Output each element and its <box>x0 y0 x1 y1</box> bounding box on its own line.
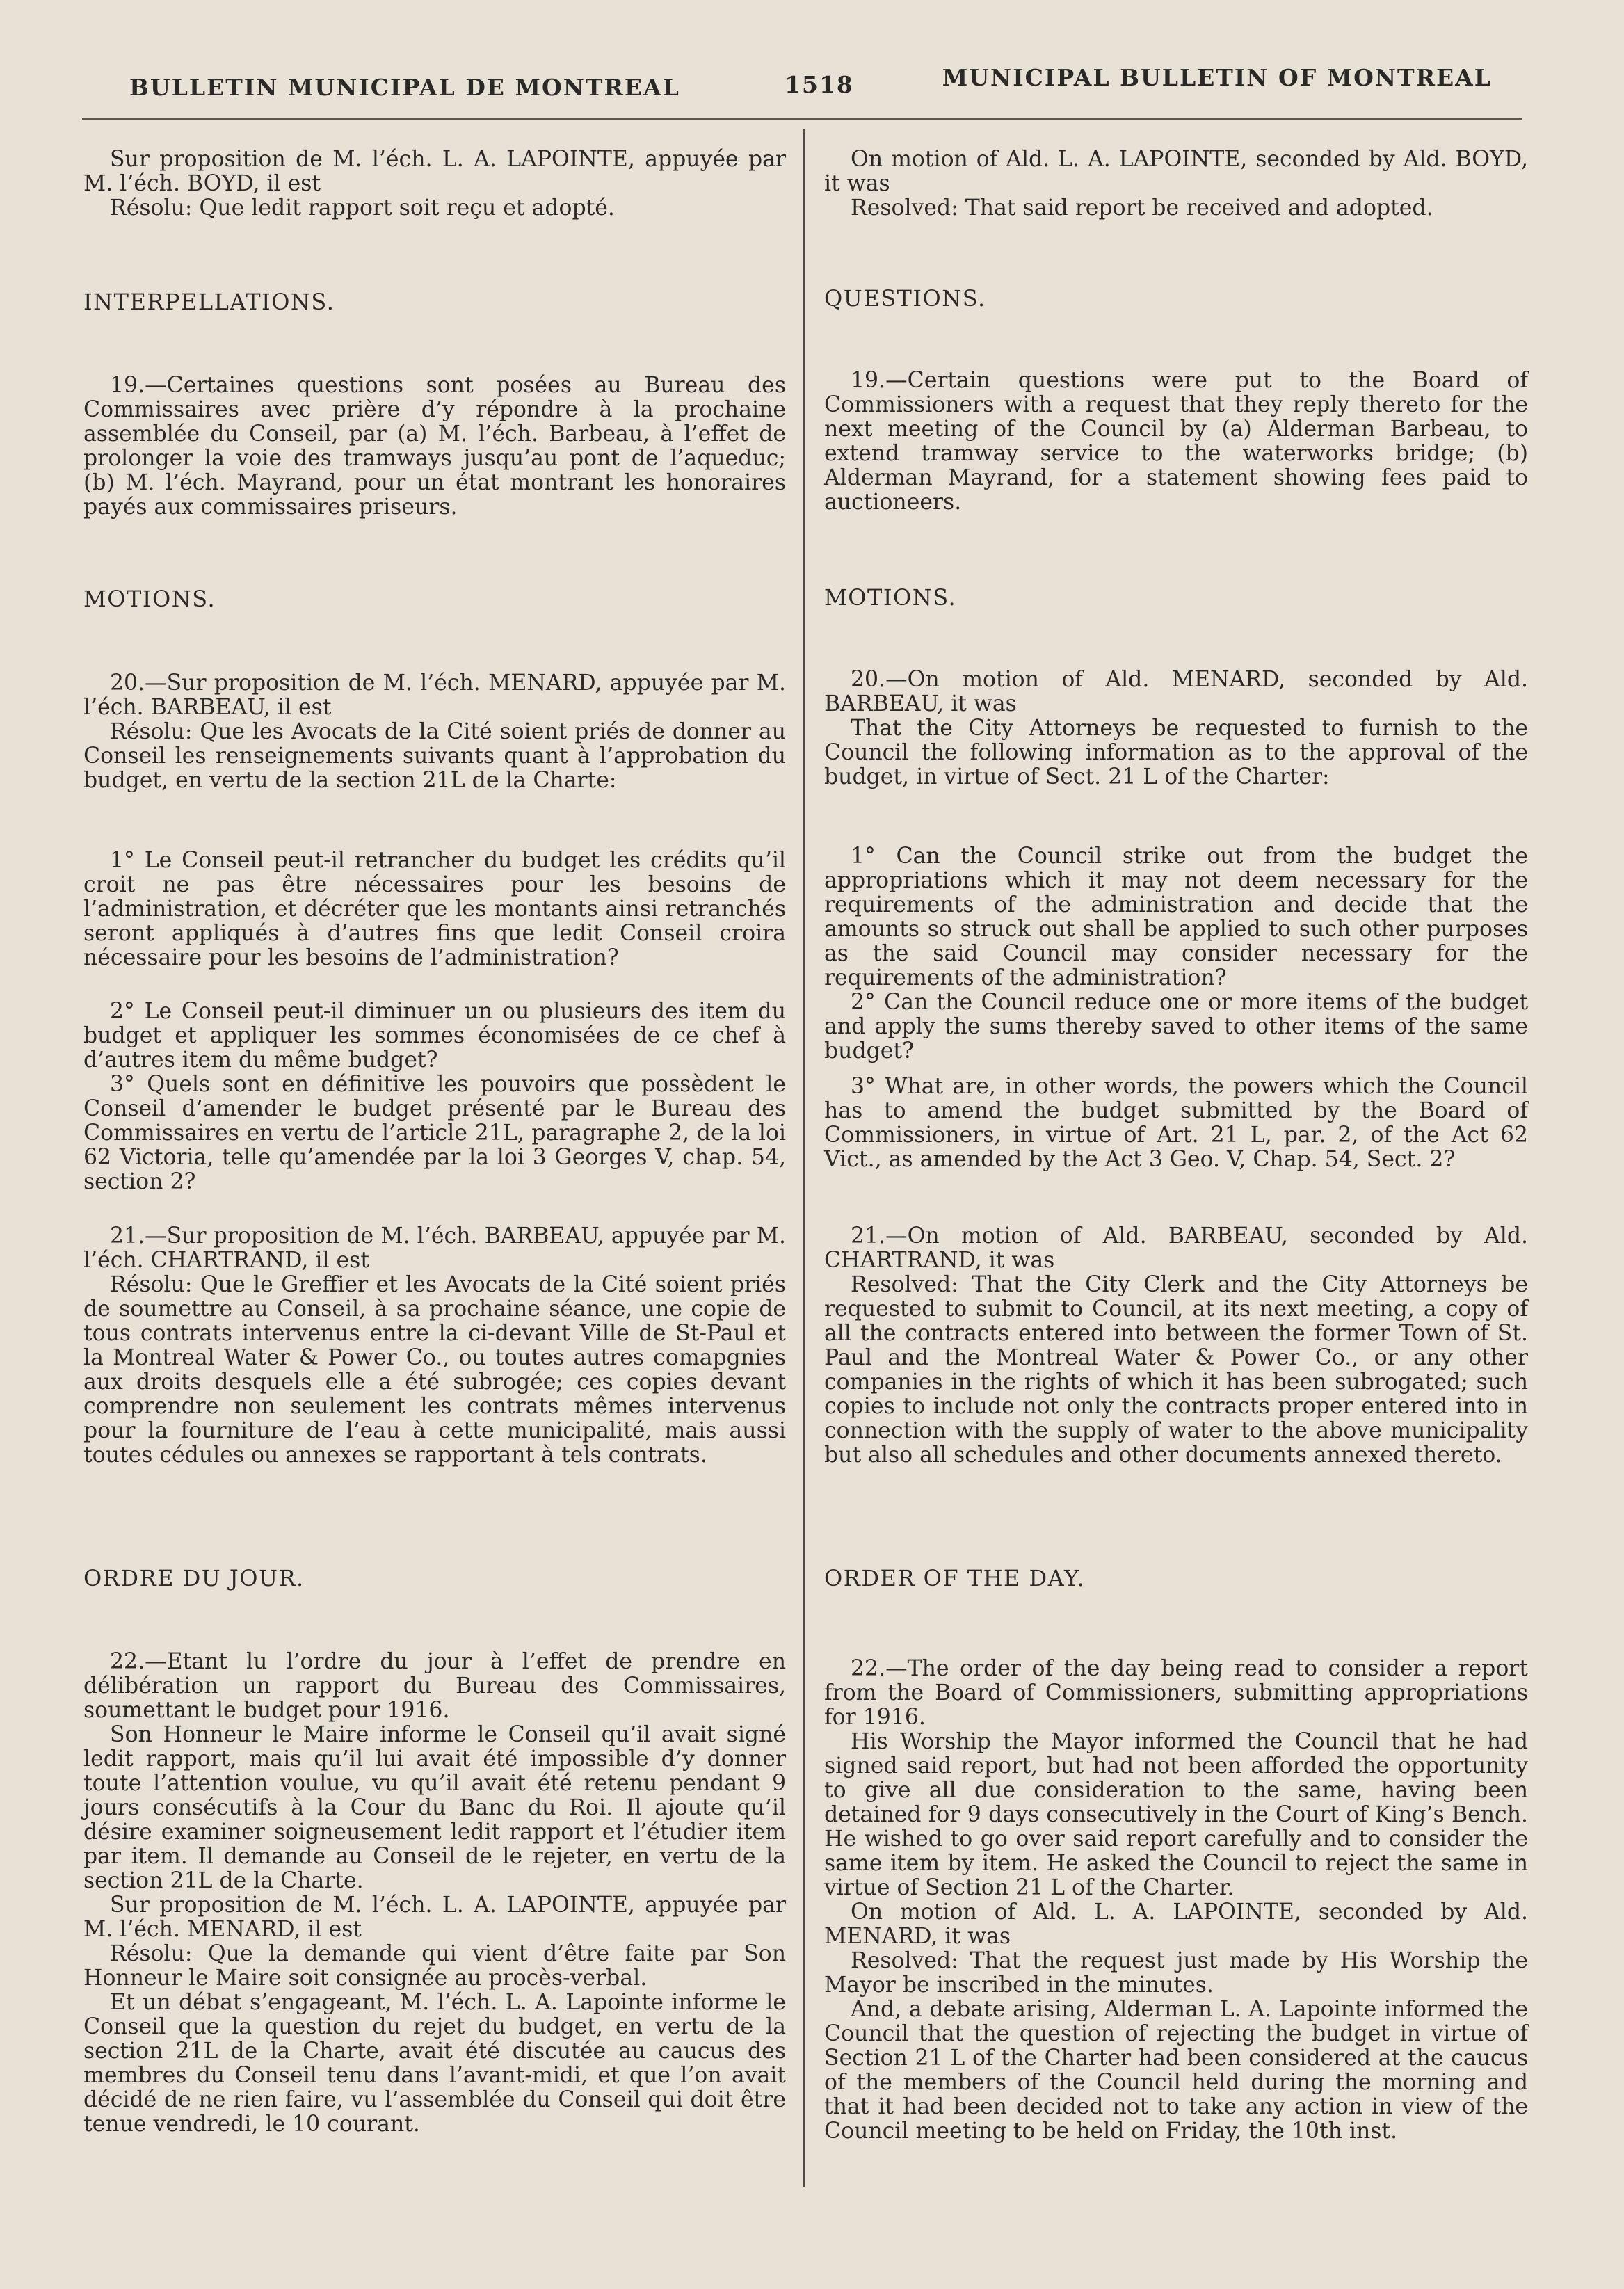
page-number: 1518 <box>785 71 854 98</box>
paragraph: On motion of Ald. L. A. LAPOINTE, seconded by Ald. MENARD, it was <box>824 1900 1528 1949</box>
paragraph: On motion of Ald. L. A. LAPOINTE, seconded by Ald. BOYD, it was <box>824 147 1528 196</box>
paragraph: 22.—The order of the day being read to consider a report from the Board of Commissioners, submitting appropriations for 1916. <box>824 1656 1528 1730</box>
fr-item-19 <box>83 374 786 520</box>
paragraph: Résolu: Que la demande qui vient d’être faite par Son Honneur le Maire soit consignée au procès-verbal. <box>83 1941 786 1991</box>
section-heading-motions: MOTIONS. <box>83 586 216 612</box>
paragraph: Sur proposition de M. l’éch. L. A. LAPOINTE, appuyée par M. l’éch. MENARD, il est <box>83 1893 786 1942</box>
paragraph: 2° Can the Council reduce one or more items of the budget and apply the sums thereby saved to other items of the same budget? <box>824 990 1528 1063</box>
paragraph: Sur proposition de M. l’éch. L. A. LAPOINTE, appuyée par M. l’éch. BOYD, il est <box>83 147 786 196</box>
paragraph: Et un débat s’engageant, M. l’éch. L. A. Lapointe informe le Conseil que la question du rejet du budget, en vertu de la section 21L de la Charte, avait été discutée au caucus des membres du Conseil tenu dans l’avant-midi, et que l’on avait décidé de ne rien faire, vu l’assemblée du Conseil qui doit être tenue vendredi, le 10 courant. <box>83 1990 786 2137</box>
paragraph: Résolu: Que le Greffier et les Avocats de la Cité soient priés de soumettre au Conseil, à sa prochaine séance, une copie de tous contrats intervenus entre la ci-devant Ville de St-Paul et la Montreal Water & Power Co., ou toutes autres comapgnies aux droits desquels elle a été subrogée; ces copies devant comprendre non seulement les contrats mêmes intervenus pour la fourniture de l’eau à cette municipalité, mais aussi toutes cédules ou annexes se rapportant à tels contrats. <box>83 1272 786 1468</box>
header-title-fr: BULLETIN MUNICIPAL DE MONTREAL <box>129 74 680 101</box>
section-heading-order-of-the-day: ORDER OF THE DAY. <box>824 1565 1086 1591</box>
paragraph: 1° Le Conseil peut-il retrancher du budget les crédits qu’il croit ne pas être nécessaires pour les besoins de l’administration, et décréter que les montants ainsi retranchés seront appliqués à d’autres fins que ledit Conseil croira nécessaire pour les besoins de l’administration? <box>83 848 786 970</box>
section-heading-motions-en: MOTIONS. <box>824 584 957 611</box>
paragraph: Résolu: Que ledit rapport soit reçu et adopté. <box>110 195 615 220</box>
paragraph: Résolu: Que les Avocats de la Cité soient priés de donner au Conseil les renseignements suivants quant à l’approbation du budget, en vertu de la section 21L de la Charte: <box>83 719 786 793</box>
fr-adoption <box>83 147 786 220</box>
en-adoption <box>824 147 1528 220</box>
paragraph: 22.—Etant lu l’ordre du jour à l’effet de prendre en délibération un rapport du Bureau des Commissaires, soumettant le budget pour 1916. <box>83 1649 786 1723</box>
fr-item-20 <box>83 671 786 793</box>
en-item-20-q1-q2 <box>824 844 1528 1063</box>
fr-item-21 <box>83 1224 786 1468</box>
section-heading-questions: QUESTIONS. <box>824 285 986 312</box>
header-title-en: MUNICIPAL BULLETIN OF MONTREAL <box>942 64 1492 91</box>
en-item-20-q3 <box>824 1075 1528 1172</box>
paragraph: Resolved: That the request just made by His Worship the Mayor be inscribed in the minutes. <box>824 1948 1528 1998</box>
paragraph: 21.—On motion of Ald. BARBEAU, seconded by Ald. CHARTRAND, it was <box>824 1223 1528 1273</box>
paragraph: 19.—Certaines questions sont posées au Bureau des Commissaires avec prière d’y répondre à la prochaine assemblée du Conseil, par (a) M. l’éch. Barbeau, à l’effet de prolonger la voie des tramways jusqu’au pont de l’aqueduc; (b) M. l’éch. Mayrand, pour un état montrant les honoraires payés aux commissaires priseurs. <box>83 373 786 520</box>
en-item-19 <box>824 369 1528 515</box>
fr-item-20-q1 <box>83 849 786 970</box>
paragraph: His Worship the Mayor informed the Council that he had signed said report, but had not been afforded the opportunity to give all due consideration to the same, having been detained for 9 days consecutively in the Court of King’s Bench. He wished to go over said report carefully and to consider the same item by item. He asked the Council to reject the same in virtue of Section 21 L of the Charter. <box>824 1729 1528 1900</box>
en-item-21 <box>824 1224 1528 1468</box>
paragraph: 3° Quels sont en définitive les pouvoirs que possèdent le Conseil d’amender le budget présenté par le Bureau des Commissaires en vertu de l’article 21L, paragraphe 2, de la loi 62 Victoria, telle qu’amendée par la loi 3 Georges V, chap. 54, section 2? <box>83 1072 786 1194</box>
fr-item-22 <box>83 1650 786 2137</box>
paragraph: 2° Le Conseil peut-il diminuer un ou plusieurs des item du budget et appliquer les sommes économisées de ce chef à d’autres item du même budget? <box>83 999 786 1073</box>
en-item-20 <box>824 668 1528 789</box>
column-divider <box>803 129 805 2187</box>
paragraph: Resolved: That said report be received and adopted. <box>851 195 1433 220</box>
paragraph: And, a debate arising, Alderman L. A. Lapointe informed the Council that the question of rejecting the budget in virtue of Section 21 L of the Charter had been considered at the caucus of the members of the Council held during the morning and that it had been decided not to take any action in view of the Council meeting to be held on Friday, the 10th inst. <box>824 1997 1528 2144</box>
paragraph: 3° What are, in other words, the powers which the Council has to amend the budget submitted by the Board of Commissioners, in virtue of Art. 21 L, par. 2, of the Act 62 Vict., as amended by the Act 3 Geo. V, Chap. 54, Sect. 2? <box>824 1074 1528 1172</box>
paragraph: 20.—Sur proposition de M. l’éch. MENARD, appuyée par M. l’éch. BARBEAU, il est <box>83 670 786 720</box>
en-item-22 <box>824 1657 1528 2144</box>
section-heading-ordre-du-jour: ORDRE DU JOUR. <box>83 1565 305 1591</box>
fr-item-20-q2-q3 <box>83 999 786 1194</box>
paragraph: Son Honneur le Maire informe le Conseil qu’il avait signé ledit rapport, mais qu’il lui avait été impossible d’y donner toute l’attention voulue, vu qu’il avait été retenu pendant 9 jours consécutifs à la Cour du Banc du Roi. Il ajoute qu’il désire examiner soigneusement ledit rapport et l’étudier item par item. Il demande au Conseil de le rejeter, en vertu de la section 21L de la Charte. <box>83 1722 786 1893</box>
paragraph: 19.—Certain questions were put to the Board of Commissioners with a request that they reply thereto for the next meeting of the Council by (a) Alderman Barbeau, to extend tramway service to the waterworks bridge; (b) Alderman Mayrand, for a statement showing fees paid to auctioneers. <box>824 368 1528 515</box>
page-header <box>125 64 1492 106</box>
paragraph: 20.—On motion of Ald. MENARD, seconded by Ald. BARBEAU, it was <box>824 667 1528 716</box>
paragraph: That the City Attorneys be requested to furnish to the Council the following information as to the approval of the budget, in virtue of Sect. 21 L of the Charter: <box>824 716 1528 789</box>
paragraph: Resolved: That the City Clerk and the City Attorneys be requested to submit to Council, at its next meeting, a copy of all the contracts entered into between the former Town of St. Paul and the Montreal Water & Power Co., or any other companies in the rights of which it has been subrogated; such copies to include not only the contracts proper entered into in connection with the supply of water to the above municipality but also all schedules and other documents annexed thereto. <box>824 1272 1528 1468</box>
section-heading-interpellations: INTERPELLATIONS. <box>83 289 335 315</box>
header-rule <box>82 118 1522 120</box>
paragraph: 21.—Sur proposition de M. l’éch. BARBEAU, appuyée par M. l’éch. CHARTRAND, il est <box>83 1223 786 1273</box>
paragraph: 1° Can the Council strike out from the budget the appropriations which it may not deem necessary for the requirements of the administration and decide that the amounts so struck out shall be applied to such other purposes as the said Council may consider necessary for the requirements of the administration? <box>824 844 1528 990</box>
